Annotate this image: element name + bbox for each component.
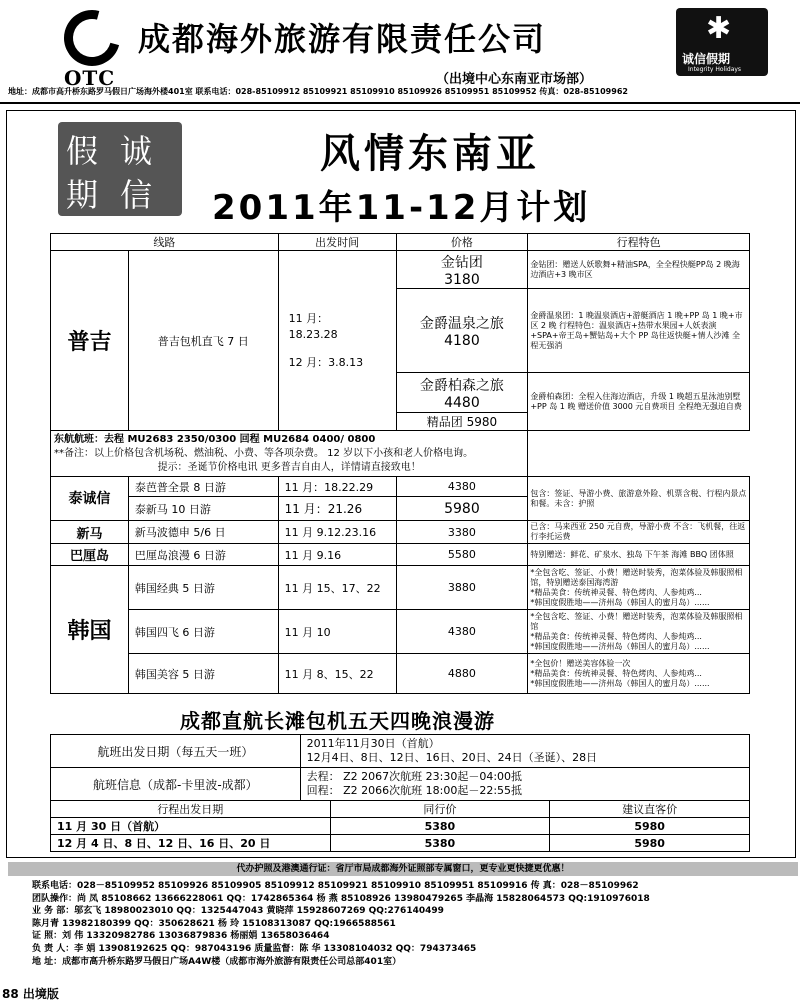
dates-cell: 11 月 10 [278,610,396,654]
stamp-char: 假 [66,132,99,170]
dates-cell: 11 月 15、17、22 [278,566,396,610]
feature-cell: 金爵温泉团：1 晚温泉酒店+游艇酒店 1 晚+PP 岛 1 晚+市区 2 晚 行程特色：温泉酒店+热带水果园+人妖表演+SPA+帝王岛+蟹钻岛+大个 PP 岛往返快艇+情人沙滩 全程无强消 [528,289,750,373]
feature-cell: *全包含吃、签证、小费！赠送时装秀，泡菜体验及韩服照相馆，特别赠送泰国海湾游 *精品美食：传统神灵餐、特色烤肉、人参炖鸡... *韩国度假胜地——济州岛（韩国人的蜜月岛）...... [528,566,750,610]
header-cell: 行程特色 [528,234,750,251]
address-bar: 地址：成都市高升桥东路罗马假日广场海外楼401室 联系电话：028-85109912 85109921 85109910 85109926 85109951 85109952 传真：028-85109962 [8,87,628,96]
table-row [51,431,750,477]
table-row [51,251,750,289]
flight-label: 航班出发日期（每五天一班） [51,735,301,768]
puji-notes: 东航航班：去程 MU2683 2350/0300 回程 MU2684 0400/ 0800 **备注：以上价格包含机场税、燃油税、小费、等各项杂费。 12 岁以下小孩和老人价格电询。 提示：圣诞节价格电讯 更多普吉自由人，详情请直接致电！ [51,431,528,477]
table-row [51,610,750,654]
region-thai: 泰诚信 [51,477,129,521]
route-cell: 韩国美容 5 日游 [128,654,278,694]
table-row [51,521,750,544]
price-cell: 4880 [396,654,528,694]
header-cell: 行程出发日期 [51,801,331,818]
table-header-row [51,801,750,818]
dates-cell: 11 月：18.22.29 [278,477,396,497]
date-cell: 12 月 4 日、8 日、12 日、16 日、20 日 [51,835,331,852]
region-xinma: 新马 [51,521,129,544]
table-row [51,818,750,835]
price-cell: 3880 [396,566,528,610]
table-row [51,835,750,852]
feature-cell: *全包价！赠送美容体验一次 *精品美食：传统神灵餐、特色烤肉、人参炖鸡... *韩国度假胜地——济州岛（韩国人的蜜月岛）...... [528,654,750,694]
brand-logo [676,8,768,76]
header-cell: 价格 [396,234,528,251]
price-cell: 金爵柏森之旅 4480 [396,373,528,413]
price-cell: 5380 [330,835,550,852]
header [0,0,800,108]
flight-table [50,734,750,801]
plan-title: 2011年11-12月计划 [212,188,591,228]
price-cell: 5980 [550,818,750,835]
route-cell: 韩国经典 5 日游 [128,566,278,610]
price-cell: 5980 [396,497,528,521]
otc-logo-text: OTC [64,66,116,90]
feature-cell: 金钻团：赠送人妖歌舞+精油SPA，全全程快艇PP岛 2 晚海边酒店+3 晚市区 [528,251,750,289]
price-cell: 4380 [396,477,528,497]
feature-cell: 金爵柏森团：全程入住海边酒店，升级 1 晚超五星泳池别墅+PP 岛 1 晚 赠送价值 3000 元自费项目 全程绝无强迫自费 [528,373,750,431]
table-row [51,654,750,694]
contact-line: 业 务 部：邬玄飞 18980023010 QQ：1325447043 黄晓萍 15928607269 QQ:276140499 [32,906,444,917]
stamp-logo [58,122,182,216]
feature-cell: 包含：签证、导游小费、旅游意外险、机票含税、行程内景点和餐。未含：护照 [528,477,750,521]
route-cell: 普吉包机直飞 7 日 [128,251,278,431]
brand-cn: 诚信假期 [682,52,731,66]
feature-cell: 已含：马来西亚 250 元自费，导游小费 不含：飞机餐，往返行李托运费 [528,521,750,544]
divider [0,102,800,104]
price-table [50,800,750,852]
price-cell: 3380 [396,521,528,544]
route-cell: 泰芭普全景 8 日游 [128,477,278,497]
sub-company: （出境中心东南亚市场部） [436,72,593,87]
edition-label: 88 出境版 [2,987,59,1000]
dates-cell: 11 月 9.16 [278,544,396,566]
contact-line: 负 责 人：李 娟 13908192625 QQ：987043196 质量监督：陈 华 13308104032 QQ：794373465 [32,943,477,954]
contact-line: 地 址：成都市高升桥东路罗马假日广场A4W楼（成都市海外旅游有限责任公司总部401室） [32,956,402,967]
contact-line: 陈月青 13982180399 QQ：350628621 杨 玲 15108313087 QQ:1966588561 [32,918,396,929]
table-row [51,735,750,768]
route-table [50,233,750,694]
header-cell: 建议直客价 [550,801,750,818]
price-cell: 5580 [396,544,528,566]
starburst-icon: ✱ [706,11,732,46]
header-cell: 同行价 [330,801,550,818]
flight-value: 2011年11月30日（首航） 12月4日、8日、12日、16日、20日、24日（圣诞）、28日 [300,735,749,768]
contact-line: 联系电话：028－85109952 85109926 85109905 85109912 85109921 85109910 85109951 85109916 传 真：028－85109962 [32,881,639,891]
route-cell: 韩国四飞 6 日游 [128,610,278,654]
region-korea: 韩国 [51,566,129,694]
header-cell: 线路 [51,234,279,251]
region-bali: 巴厘岛 [51,544,129,566]
header-cell: 出发时间 [278,234,396,251]
price-cell: 5980 [550,835,750,852]
table-header-row [51,234,750,251]
page-title: 风情东南亚 [320,130,540,177]
price-cell: 4380 [396,610,528,654]
table-row [51,477,750,497]
contact-block [32,880,800,968]
otc-logo [58,8,128,88]
passport-banner: 代办护照及港澳通行证：省厅市局成都海外证照部专属窗口，更专业更快捷更优惠！ [8,862,798,876]
flight-label: 航班信息（成都-卡里波-成都） [51,768,301,801]
table-row [51,768,750,801]
feature-cell: 特别赠送：鲜花、矿泉水、独岛 下午茶 海滩 BBQ 团体照 [528,544,750,566]
route-cell: 新马波德申 5/6 日 [128,521,278,544]
contact-line: 证 照：刘 伟 13320982786 13036879836 杨丽娟 13658036464 [32,931,330,942]
company-name: 成都海外旅游有限责任公司 [138,20,547,58]
dates-cell: 11 月： 18.23.28 12 月：3.8.13 [278,251,396,431]
flight-value: 去程： Z2 2067次航班 23:30起－04:00抵 回程： Z2 2066次航班 18:00起－22:55抵 [300,768,749,801]
region-puji: 普吉 [51,251,129,431]
dates-cell: 11 月：21.26 [278,497,396,521]
feature-cell: *全包含吃、签证、小费！赠送时装秀，泡菜体验及韩服照相馆 *精品美食：传统神灵餐、特色烤肉、人参炖鸡... *韩国度假胜地——济州岛（韩国人的蜜月岛）...... [528,610,750,654]
contact-line: 团队操作：尚 凤 85108662 13666228061 QQ：1742865364 杨 燕 85108926 13980479265 李晶海 15828064573 QQ:1910976018 [32,893,650,904]
stamp-char: 信 [120,176,153,214]
table-row [51,566,750,610]
date-cell: 11 月 30 日（首航） [51,818,331,835]
dates-cell: 11 月 9.12.23.16 [278,521,396,544]
stamp-char: 诚 [120,132,153,170]
price-cell: 5380 [330,818,550,835]
table-row [51,544,750,566]
stamp-char: 期 [66,176,99,214]
dates-cell: 11 月 8、15、22 [278,654,396,694]
route-cell: 泰新马 10 日游 [128,497,278,521]
changtan-title: 成都直航长滩包机五天四晚浪漫游 [180,709,495,733]
price-cell: 精品团 5980 [396,413,528,431]
route-cell: 巴厘岛浪漫 6 日游 [128,544,278,566]
price-cell: 金钻团 3180 [396,251,528,289]
brand-en: Integrity Holidays [688,66,742,73]
otc-swirl-icon [54,0,130,76]
price-cell: 金爵温泉之旅 4180 [396,289,528,373]
